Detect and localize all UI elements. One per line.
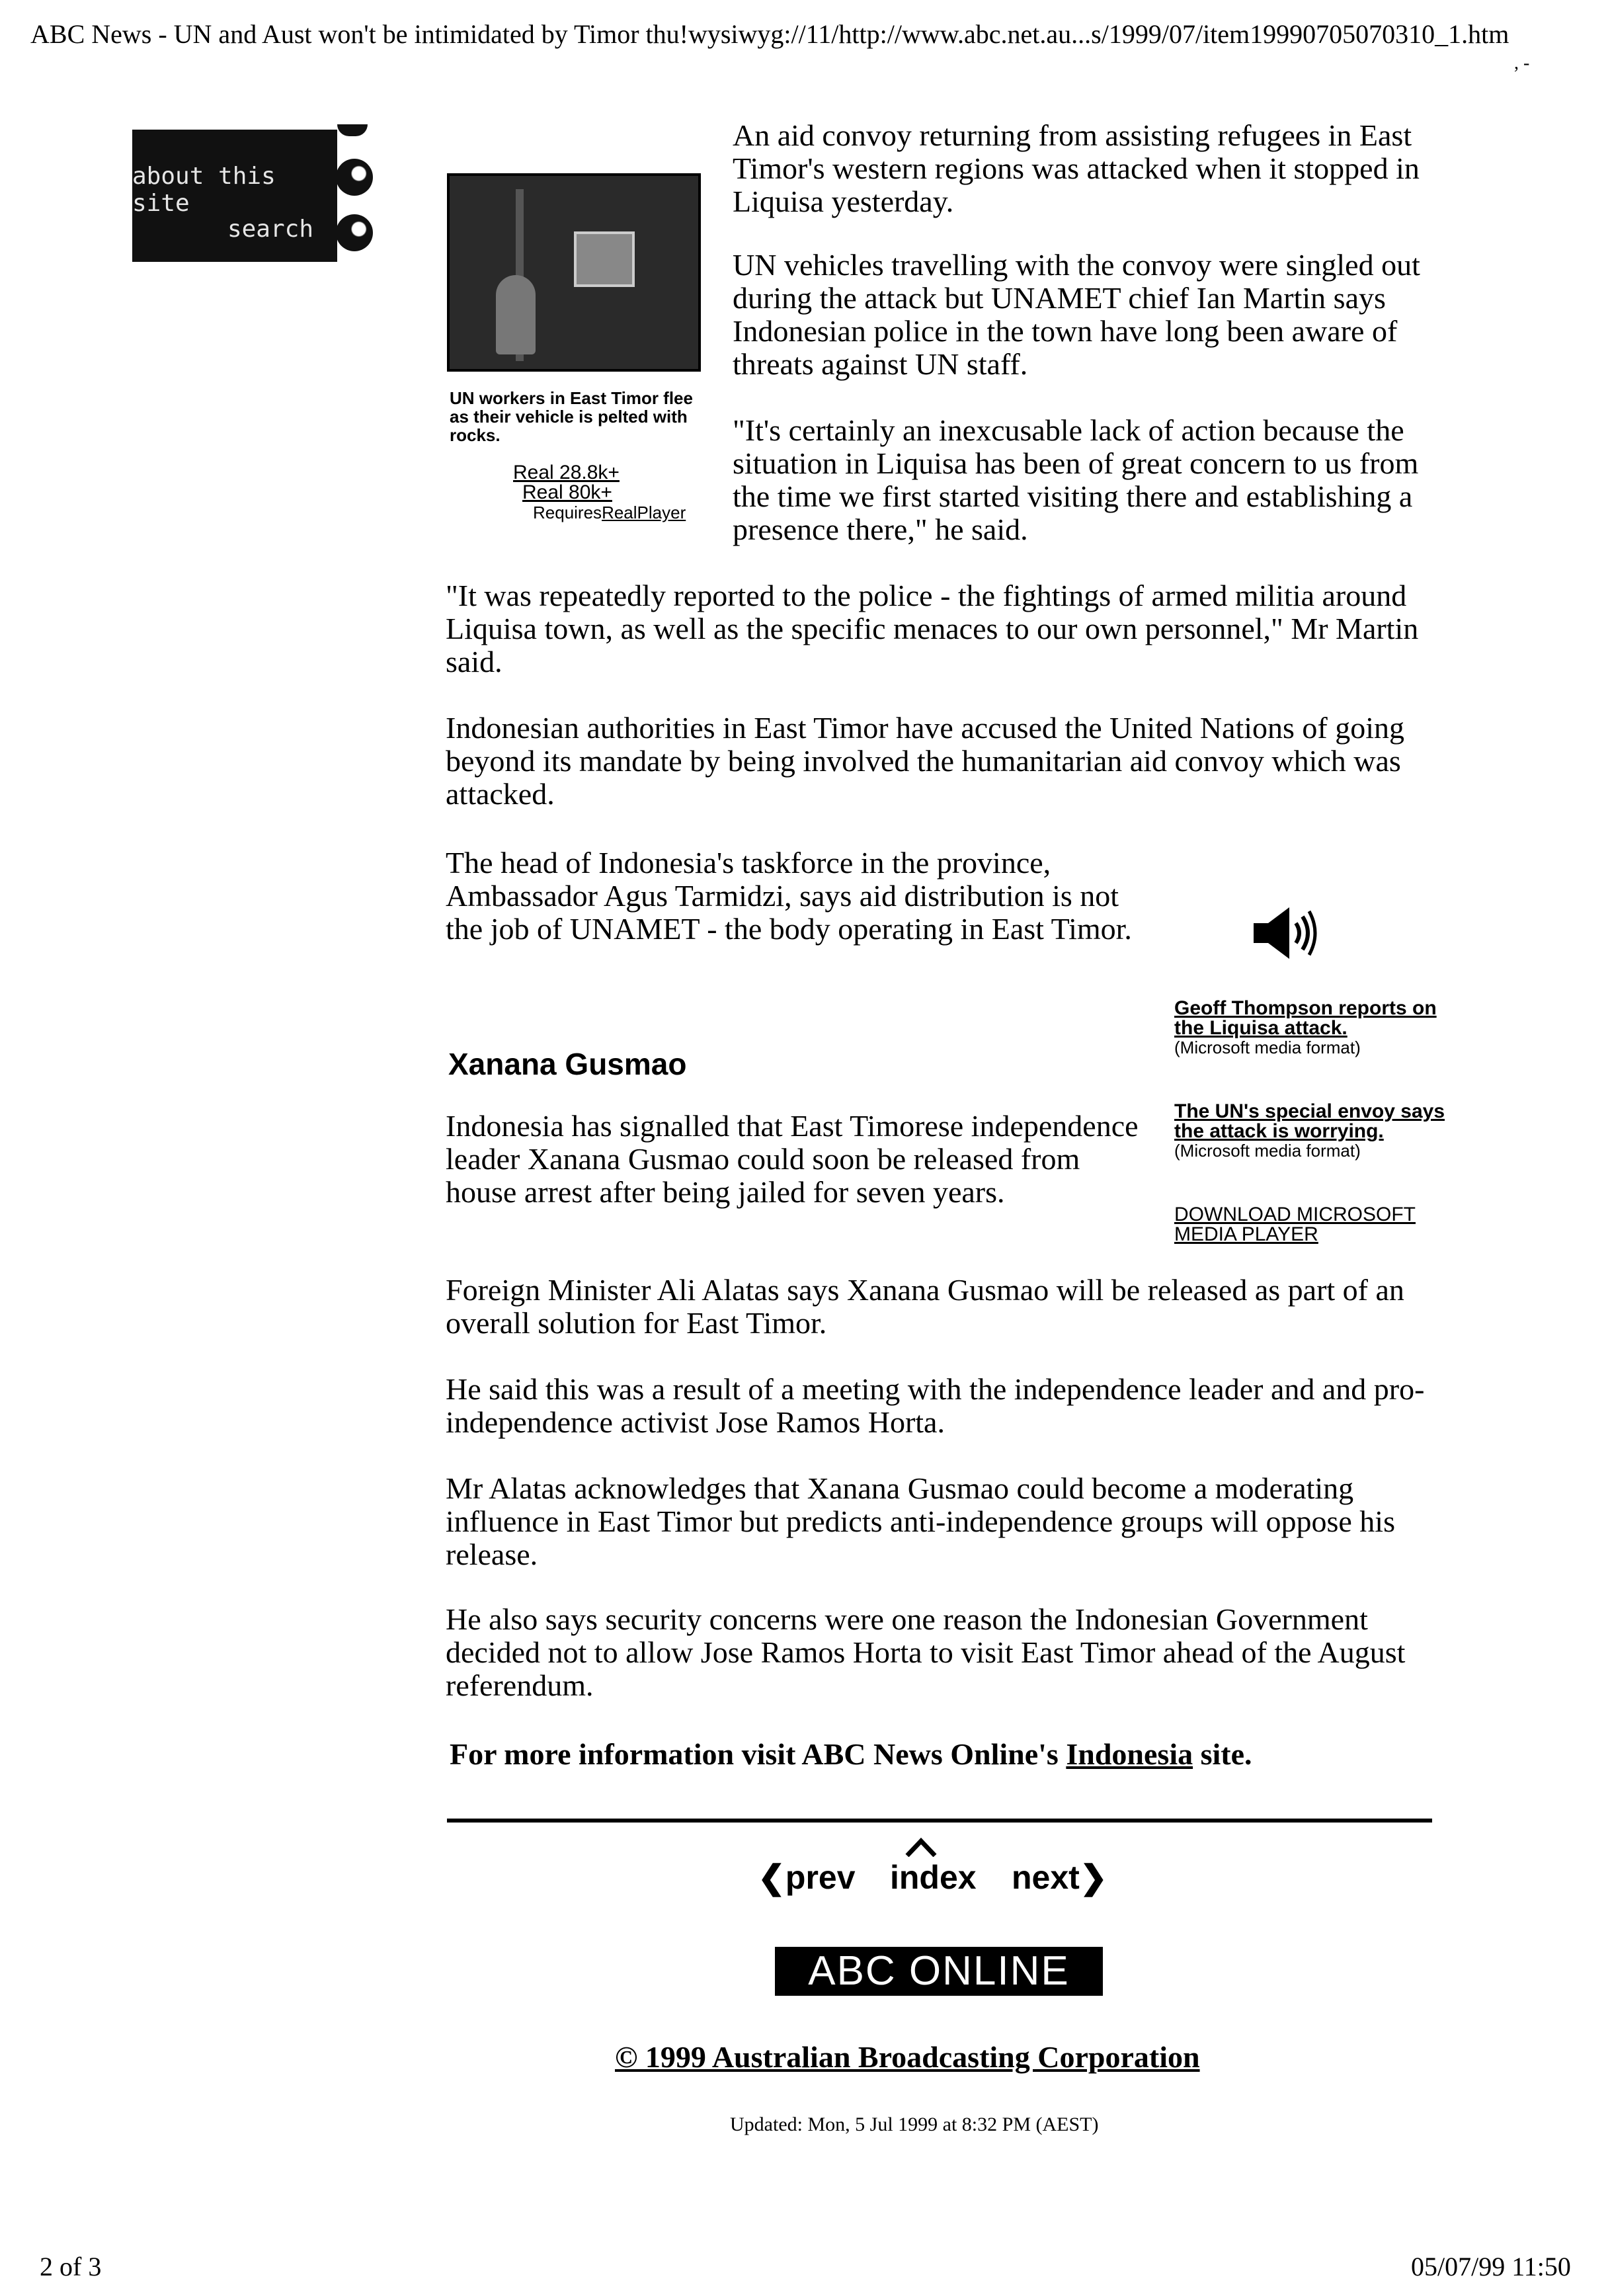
format-note: (Microsoft media format) xyxy=(1174,1141,1361,1161)
prev-button[interactable]: ❮prev xyxy=(758,1859,856,1896)
requires-label: Requires xyxy=(533,503,602,522)
indonesia-site-link[interactable]: Indonesia xyxy=(1066,1737,1193,1771)
download-media-player-link[interactable]: DOWNLOAD MICROSOFT MEDIA PLAYER xyxy=(1174,1204,1416,1245)
article-paragraph: He also says security concerns were one reason the Indonesian Government decided not to allow Jose Ramos Horta to visit East Timor ahead of the August referendum. xyxy=(446,1602,1406,1702)
audio-link-thompson[interactable]: Geoff Thompson reports on the Liquisa attack. xyxy=(1174,997,1437,1039)
divider xyxy=(447,1819,1432,1823)
about-bullet-icon[interactable] xyxy=(336,159,373,196)
site-nav xyxy=(132,130,337,262)
article-paragraph: Indonesia has signalled that East Timorese independence leader Xanana Gusmao could soon be released from house arrest after being jailed for seven years. xyxy=(446,1109,1139,1209)
more-info-line xyxy=(450,1737,1252,1772)
search-bullet-icon[interactable] xyxy=(336,214,373,251)
news-photo xyxy=(447,173,701,372)
realplayer-link[interactable]: RealPlayer xyxy=(602,503,686,522)
photo-caption: UN workers in East Timor flee as their vehicle is pelted with rocks. xyxy=(450,388,693,445)
article-paragraph: Mr Alatas acknowledges that Xanana Gusmao could become a moderating influence in East Timor but predicts anti-independence groups will oppose his release. xyxy=(446,1471,1395,1571)
section-heading: Xanana Gusmao xyxy=(448,1047,687,1081)
article-paragraph: An aid convoy returning from assisting refugees in East Timor's western regions was attacked when it stopped in Liquisa yesterday. xyxy=(733,118,1420,218)
article-paragraph: Indonesian authorities in East Timor have accused the United Nations of going beyond its mandate by being involved the humanitarian aid convoy which was attacked. xyxy=(446,711,1405,811)
article-paragraph: He said this was a result of a meeting with the independence leader and and pro-independence activist Jose Ramos Horta. xyxy=(446,1372,1425,1439)
nav-about-link[interactable]: about this site xyxy=(132,163,276,217)
real-80k-link[interactable]: Real 80k+ xyxy=(522,481,612,503)
print-date: 05/07/99 11:50 xyxy=(1411,2252,1571,2281)
speaker-icon xyxy=(1251,903,1320,963)
nav-hook-decoration xyxy=(337,124,368,136)
download-item xyxy=(1174,1205,1452,1245)
format-note: (Microsoft media format) xyxy=(1174,1038,1361,1057)
audio-item xyxy=(1174,999,1452,1057)
copyright-link[interactable]: © 1999 Australian Broadcasting Corporation xyxy=(615,2040,1200,2074)
next-button[interactable]: next❯ xyxy=(1012,1859,1107,1896)
index-label: index xyxy=(890,1859,977,1896)
real-28k-link[interactable]: Real 28.8k+ xyxy=(513,462,620,483)
audio-link-un-envoy[interactable]: The UN's special envoy says the attack is worrying. xyxy=(1174,1100,1445,1142)
up-caret-icon xyxy=(904,1837,938,1857)
updated-timestamp: Updated: Mon, 5 Jul 1999 at 8:32 PM (AEST) xyxy=(730,2113,1099,2135)
abc-online-logo[interactable]: ABC ONLINE xyxy=(775,1947,1103,1996)
prev-label: prev xyxy=(785,1859,856,1896)
video-links xyxy=(513,463,686,522)
article-paragraph: "It was repeatedly reported to the police - the fightings of armed militia around Liquisa town, as well as the specific menaces to our own personnel," Mr Martin said. xyxy=(446,579,1419,678)
audio-item xyxy=(1174,1102,1452,1160)
more-info-suffix: site. xyxy=(1193,1737,1252,1771)
article-paragraph: The head of Indonesia's taskforce in the province, Ambassador Agus Tarmidzi, says aid distribution is not the job of UNAMET - the body operating in East Timor. xyxy=(446,846,1132,946)
page-header-title: ABC News - UN and Aust won't be intimidated by Timor thu!wysiwyg://11/http://www.abc.net.au...s/1999/07/item19990705070310_1.htm xyxy=(30,19,1509,49)
article-paragraph: UN vehicles travelling with the convoy were singled out during the attack but UNAMET chief Ian Martin says Indonesian police in the town have long been aware of threats against UN staff. xyxy=(733,248,1420,381)
more-info-prefix: For more information visit ABC News Online's xyxy=(450,1737,1066,1771)
index-button[interactable] xyxy=(890,1858,977,1897)
nav-search-link[interactable]: search xyxy=(227,216,313,243)
print-page-number: 2 of 3 xyxy=(40,2252,102,2281)
next-label: next xyxy=(1012,1859,1080,1896)
article-paragraph: "It's certainly an inexcusable lack of action because the situation in Liquisa has been of great concern to us from the time we first started visiting there and establishing a presence there," he said. xyxy=(733,413,1419,546)
header-mark: , - xyxy=(1514,53,1530,73)
article-paragraph: Foreign Minister Ali Alatas says Xanana Gusmao will be released as part of an overall solution for East Timor. xyxy=(446,1273,1404,1340)
